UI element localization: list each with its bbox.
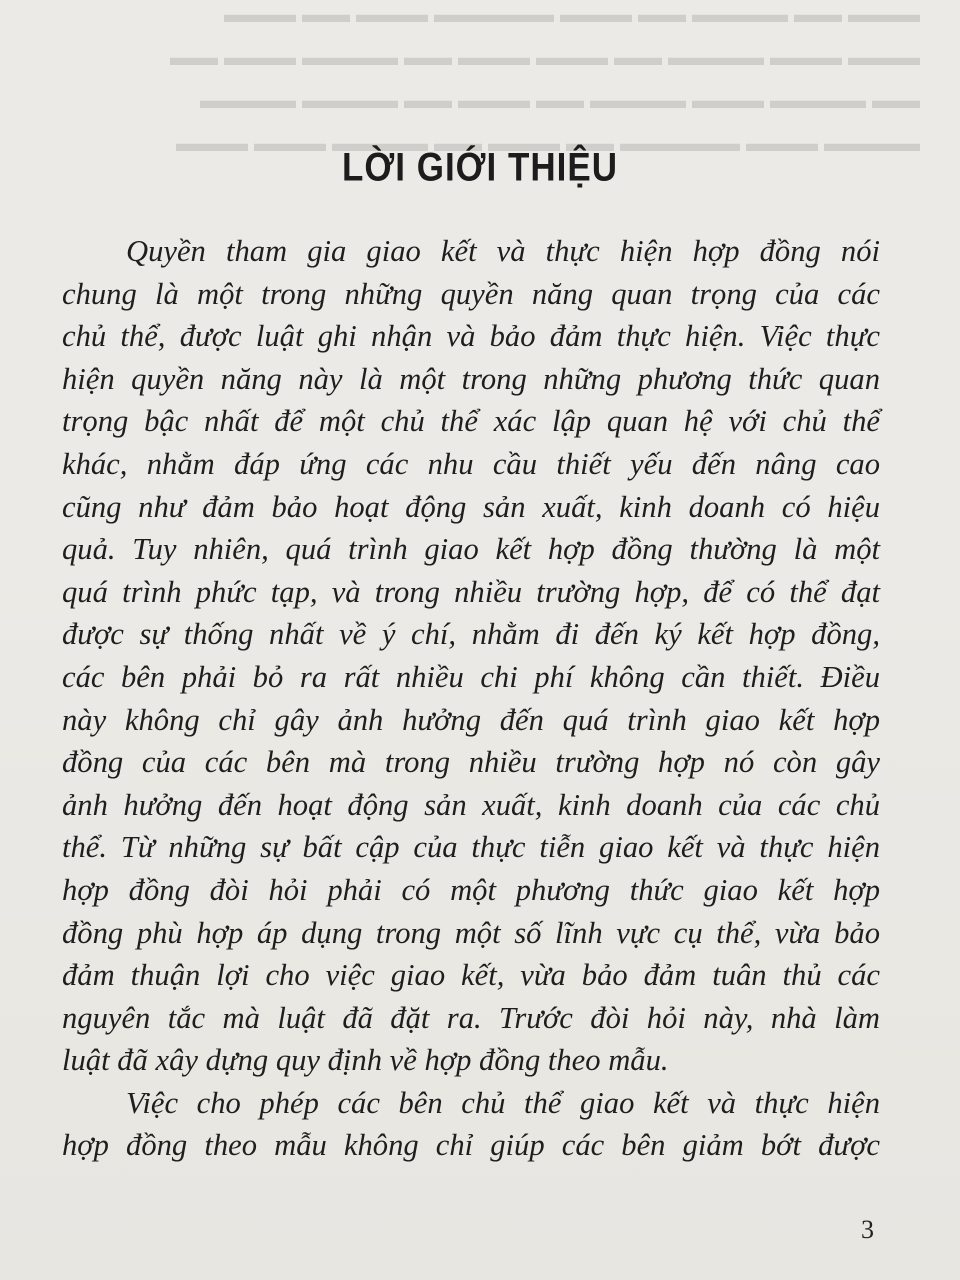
text-line: đảm thuận lợi cho việc giao kết, vừa bảo đảm tuân thủ các xyxy=(62,958,880,993)
text-line: quá trình phức tạp, và trong nhiều trường hợp, để có thể đạt xyxy=(62,574,880,609)
text-line: trọng bậc nhất để một chủ thể xác lập quan hệ với chủ thể xyxy=(62,404,880,439)
bleed-through-shadow: ▬▬▬ ▬▬ ▬▬▬▬ ▬▬ ▬▬▬ ▬▬▬▬▬ ▬▬▬ ▬▬ ▬▬▬ ▬▬▬ ▬▬▬ ▬▬▬▬ ▬▬ ▬▬▬ ▬▬▬ ▬▬ ▬▬▬▬ ▬▬▬ ▬▬ ▬▬ ▬▬▬▬ ▬▬▬ ▬▬▬▬ ▬▬ ▬▬▬ ▬▬ ▬▬▬▬ ▬▬▬▬ ▬▬▬▬ ▬▬▬ ▬▬▬▬▬ ▬▬ ▬▬▬ ▬▬ ▬▬▬▬ ▬▬▬ ▬▬▬ xyxy=(170,2,920,157)
text-line: các bên phải bỏ ra rất nhiều chi phí không cần thiết. Điều xyxy=(62,659,880,694)
text-line: thể. Từ những sự bất cập của thực tiễn giao kết và thực hiện xyxy=(62,830,880,865)
text-line: Việc cho phép các bên chủ thể giao kết và thực hiện xyxy=(126,1085,880,1120)
text-line: Quyền tham gia giao kết và thực hiện hợp đồng nói xyxy=(126,234,880,268)
text-line: này không chỉ gây ảnh hưởng đến quá trình giao kết hợp xyxy=(62,702,880,737)
text-line: hợp đồng đòi hỏi phải có một phương thức giao kết hợp xyxy=(62,872,880,907)
text-line: khác, nhằm đáp ứng các nhu cầu thiết yếu đến nâng cao xyxy=(62,446,880,481)
text-line: cũng như đảm bảo hoạt động sản xuất, kinh doanh có hiệu xyxy=(62,489,880,524)
text-line: hợp đồng theo mẫu không chỉ giúp các bên giảm bớt được xyxy=(62,1128,880,1163)
text-line: đồng phù hợp áp dụng trong một số lĩnh vực cụ thể, vừa bảo xyxy=(62,915,880,950)
page-title: LỜI GIỚI THIỆU xyxy=(342,145,618,190)
text-line: chung là một trong những quyền năng quan trọng của các xyxy=(62,276,880,311)
text-line: quả. Tuy nhiên, quá trình giao kết hợp đồng thường là một xyxy=(62,532,880,567)
text-line: đồng của các bên mà trong nhiều trường hợp nó còn gây xyxy=(62,745,880,780)
text-line: ảnh hưởng đến hoạt động sản xuất, kinh doanh của các chủ xyxy=(62,787,880,822)
body-text xyxy=(62,230,880,1167)
page-number: 3 xyxy=(861,1215,874,1244)
text-line: chủ thể, được luật ghi nhận và bảo đảm thực hiện. Việc thực xyxy=(62,319,880,354)
text-line: nguyên tắc mà luật đã đặt ra. Trước đòi hỏi này, nhà làm xyxy=(62,1000,880,1035)
text-line: được sự thống nhất về ý chí, nhằm đi đến ký kết hợp đồng, xyxy=(62,617,880,652)
text-line: luật đã xây dựng quy định về hợp đồng theo mẫu. xyxy=(62,1043,669,1078)
text-line: hiện quyền năng này là một trong những phương thức quan xyxy=(62,361,880,396)
